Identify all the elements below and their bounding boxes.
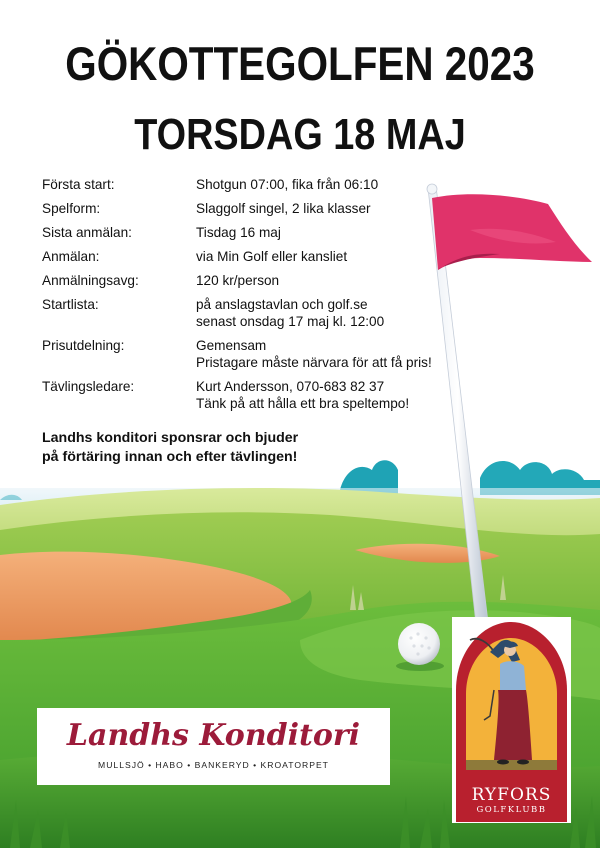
- landhs-locations: MULLSJÖ • HABO • BANKERYD • KROATORPET: [98, 760, 329, 770]
- info-label: Första start:: [42, 177, 115, 192]
- info-value: Kurt Andersson, 070-683 82 37 Tänk på att hålla ett bra speltempo!: [196, 379, 410, 411]
- info-value: via Min Golf eller kansliet: [196, 249, 348, 264]
- info-label: Prisutdelning:: [42, 338, 125, 353]
- ryfors-subtitle: GOLFKLUBB: [476, 805, 547, 815]
- info-value: Shotgun 07:00, fika från 06:10: [196, 177, 379, 192]
- event-date: TORSDAG 18 MAJ: [134, 110, 466, 159]
- info-label: Tävlingsledare:: [42, 379, 135, 394]
- info-value: på anslagstavlan och golf.se senast onsdag 17 maj kl. 12:00: [196, 297, 385, 329]
- info-row-anmalan: [42, 248, 522, 265]
- info-value: 120 kr/person: [196, 273, 280, 288]
- info-label: Startlista:: [42, 297, 99, 312]
- info-value: Slaggolf singel, 2 lika klasser: [196, 201, 371, 216]
- info-row-sista-anmalan: [42, 224, 522, 241]
- event-info-list: [42, 176, 522, 419]
- info-value: Gemensam Pristagare måste närvara för att få pris!: [196, 338, 432, 370]
- info-row-forsta-start: [42, 176, 522, 193]
- landhs-name: Landhs Konditori: [66, 718, 361, 753]
- info-label: Anmälan:: [42, 249, 100, 264]
- info-label: Sista anmälan:: [42, 225, 132, 240]
- info-value: Tisdag 16 maj: [196, 225, 281, 240]
- info-row-spelform: [42, 200, 522, 217]
- info-row-startlista: [42, 296, 522, 330]
- landhs-konditori-logo: [37, 708, 390, 785]
- info-row-anmalningsavg: [42, 272, 522, 289]
- sponsor-message: Landhs konditori sponsrar och bjuder på förtäring innan och efter tävlingen!: [42, 430, 299, 465]
- event-title: GÖKOTTEGOLFEN 2023: [65, 37, 535, 90]
- info-label: Anmälningsavg:: [42, 273, 139, 288]
- info-row-tavlingsledare: [42, 378, 522, 412]
- ryfors-golfklubb-logo: [452, 617, 571, 823]
- ryfors-name: RYFORS: [471, 785, 552, 805]
- info-label: Spelform:: [42, 201, 101, 216]
- info-row-prisutdelning: [42, 337, 522, 371]
